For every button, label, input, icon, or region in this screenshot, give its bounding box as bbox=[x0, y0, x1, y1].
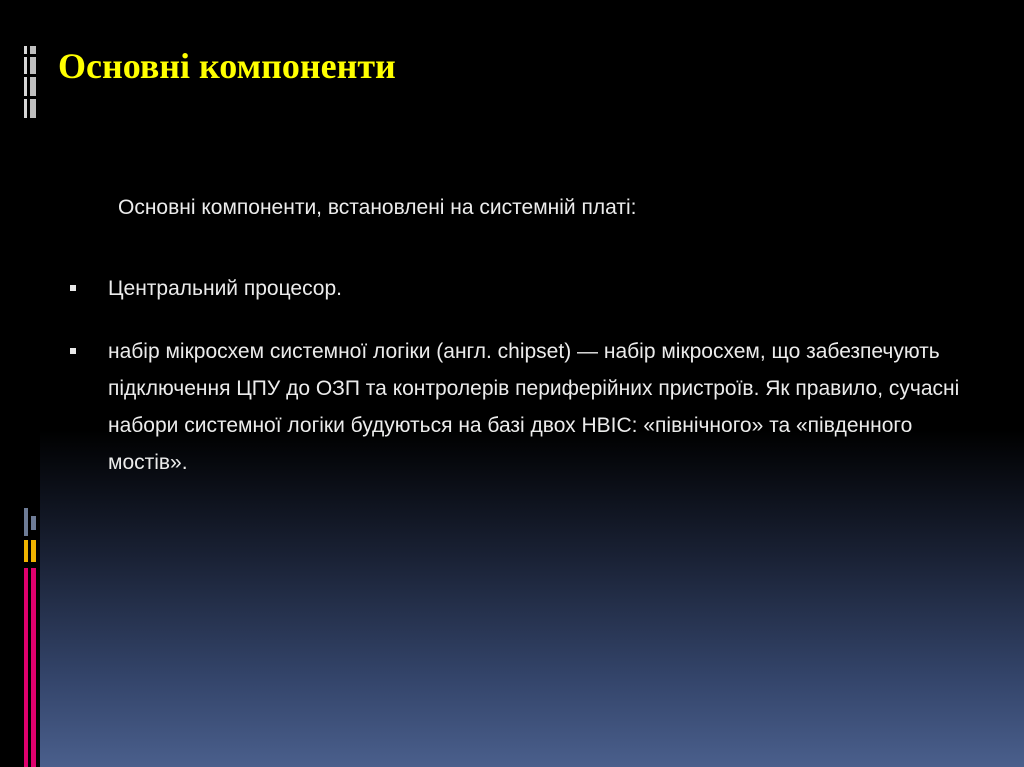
bullet-item bbox=[66, 270, 986, 307]
decor-bar-top-5 bbox=[22, 96, 36, 99]
decor-bar-gold-a bbox=[24, 540, 28, 562]
decor-bar-steel-a bbox=[24, 508, 28, 536]
decor-bar-gold-b bbox=[31, 540, 36, 562]
square-bullet-icon bbox=[70, 348, 76, 354]
slide-title: Основні компоненти bbox=[58, 46, 396, 86]
decor-bar-magenta-gap bbox=[28, 568, 31, 767]
bullet-item bbox=[66, 333, 986, 481]
decor-bar-steel-b bbox=[31, 516, 36, 530]
bullet-list bbox=[66, 270, 986, 501]
intro-text: Основні компоненти, встановлені на системній платі: bbox=[118, 196, 637, 219]
decor-bar-top-4 bbox=[22, 74, 36, 77]
decor-bar-top-3 bbox=[22, 54, 36, 57]
square-bullet-icon bbox=[70, 285, 76, 291]
bullet-text: Центральний процесор. bbox=[108, 277, 343, 300]
bullet-text: набір мікросхем системної логіки (англ. chipset) — набір мікросхем, що забезпечують підключення ЦПУ до ОЗП та контролерів периферійних пристроїв. Як правило, сучасні набори системної логіки будуються на базі двох НВІС: «північного» та «південного мостів». bbox=[108, 340, 960, 474]
